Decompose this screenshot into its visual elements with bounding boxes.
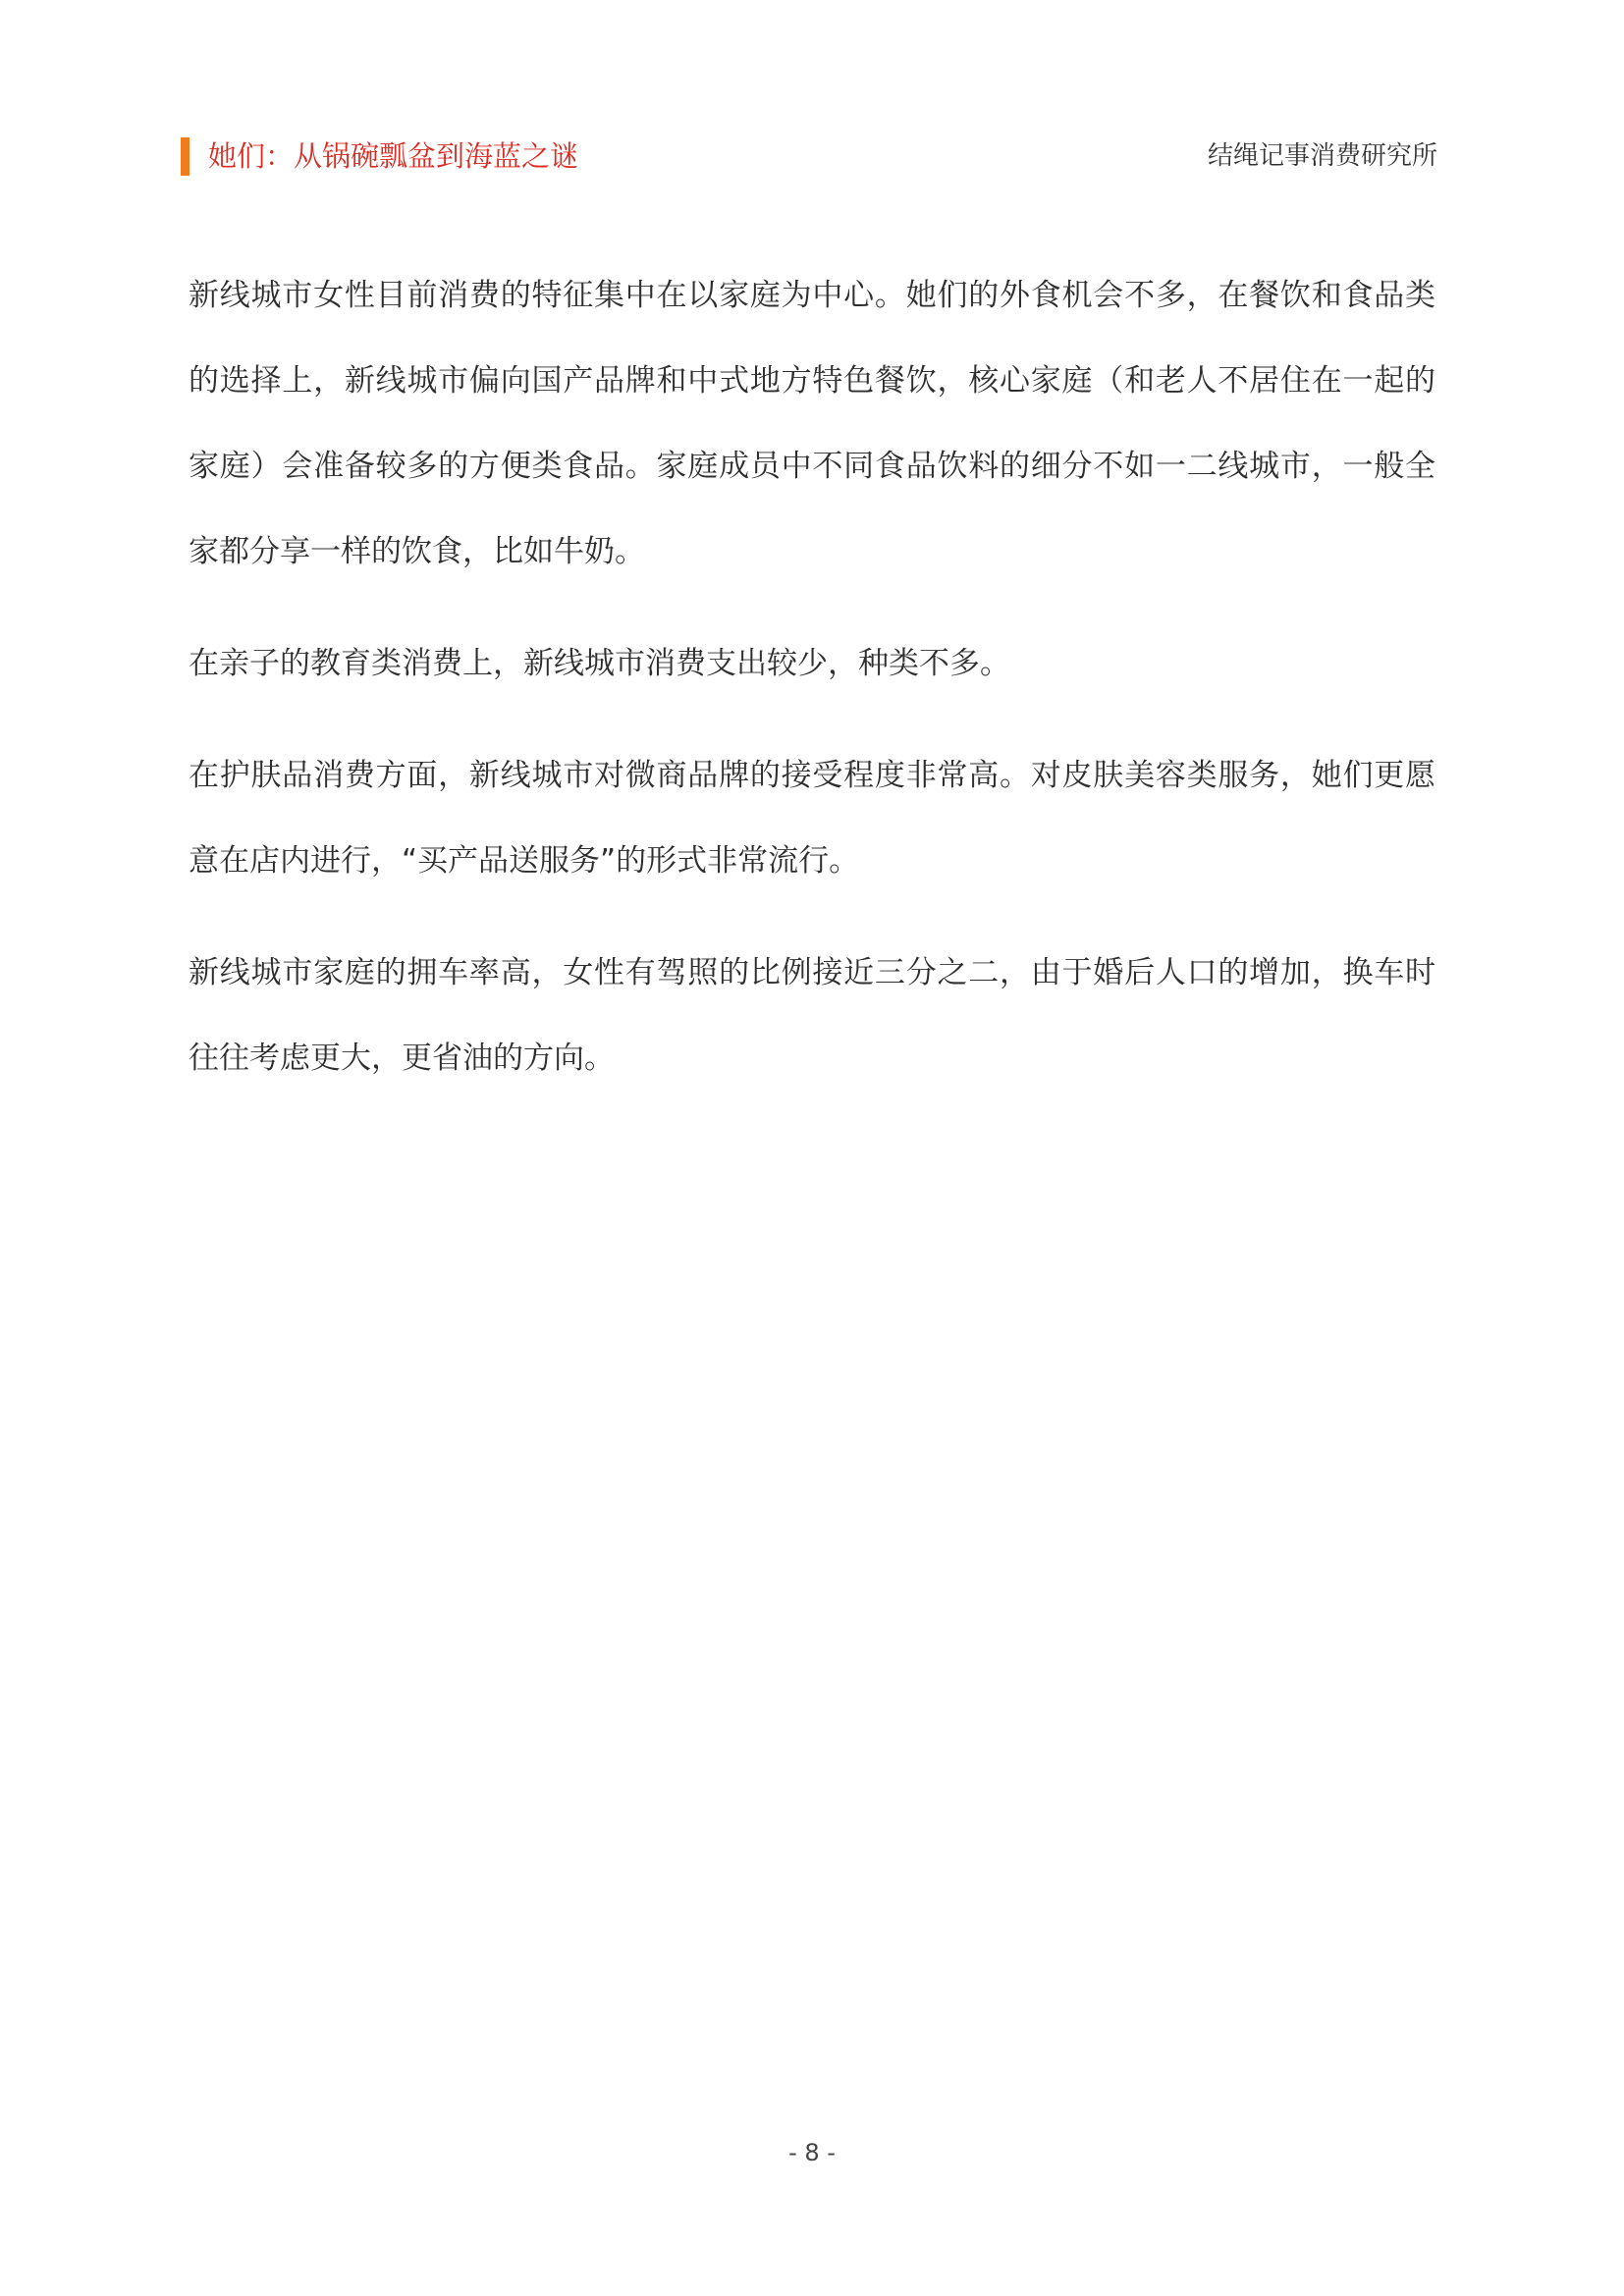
page-header bbox=[181, 133, 1437, 179]
page-number: - 8 - bbox=[788, 2139, 836, 2166]
main-content bbox=[189, 253, 1435, 1128]
header-accent-bar bbox=[181, 137, 189, 176]
org-name: 结绳记事消费研究所 bbox=[1207, 141, 1437, 171]
paragraph-cars: 新线城市家庭的拥车率高，女性有驾照的比例接近三分之二，由于婚后人口的增加，换车时往往考虑更大，更省油的方向。 bbox=[189, 955, 1435, 1076]
section-title: 她们：从锅碗瓢盆到海蓝之谜 bbox=[208, 139, 579, 173]
paragraph-dining: 新线城市女性目前消费的特征集中在以家庭为中心。她们的外食机会不多，在餐饮和食品类的选择上，新线城市偏向国产品牌和中式地方特色餐饮，核心家庭（和老人不居住在一起的家庭）会准备较多的方便类食品。家庭成员中不同食品饮料的细分不如一二线城市，一般全家都分享一样的饮食，比如牛奶。 bbox=[189, 278, 1435, 569]
paragraph-skincare: 在护肤品消费方面，新线城市对微商品牌的接受程度非常高。对皮肤美容类服务，她们更愿意在店内进行，“买产品送服务”的形式非常流行。 bbox=[189, 758, 1435, 879]
paragraph-education: 在亲子的教育类消费上，新线城市消费支出较少，种类不多。 bbox=[189, 646, 1010, 681]
